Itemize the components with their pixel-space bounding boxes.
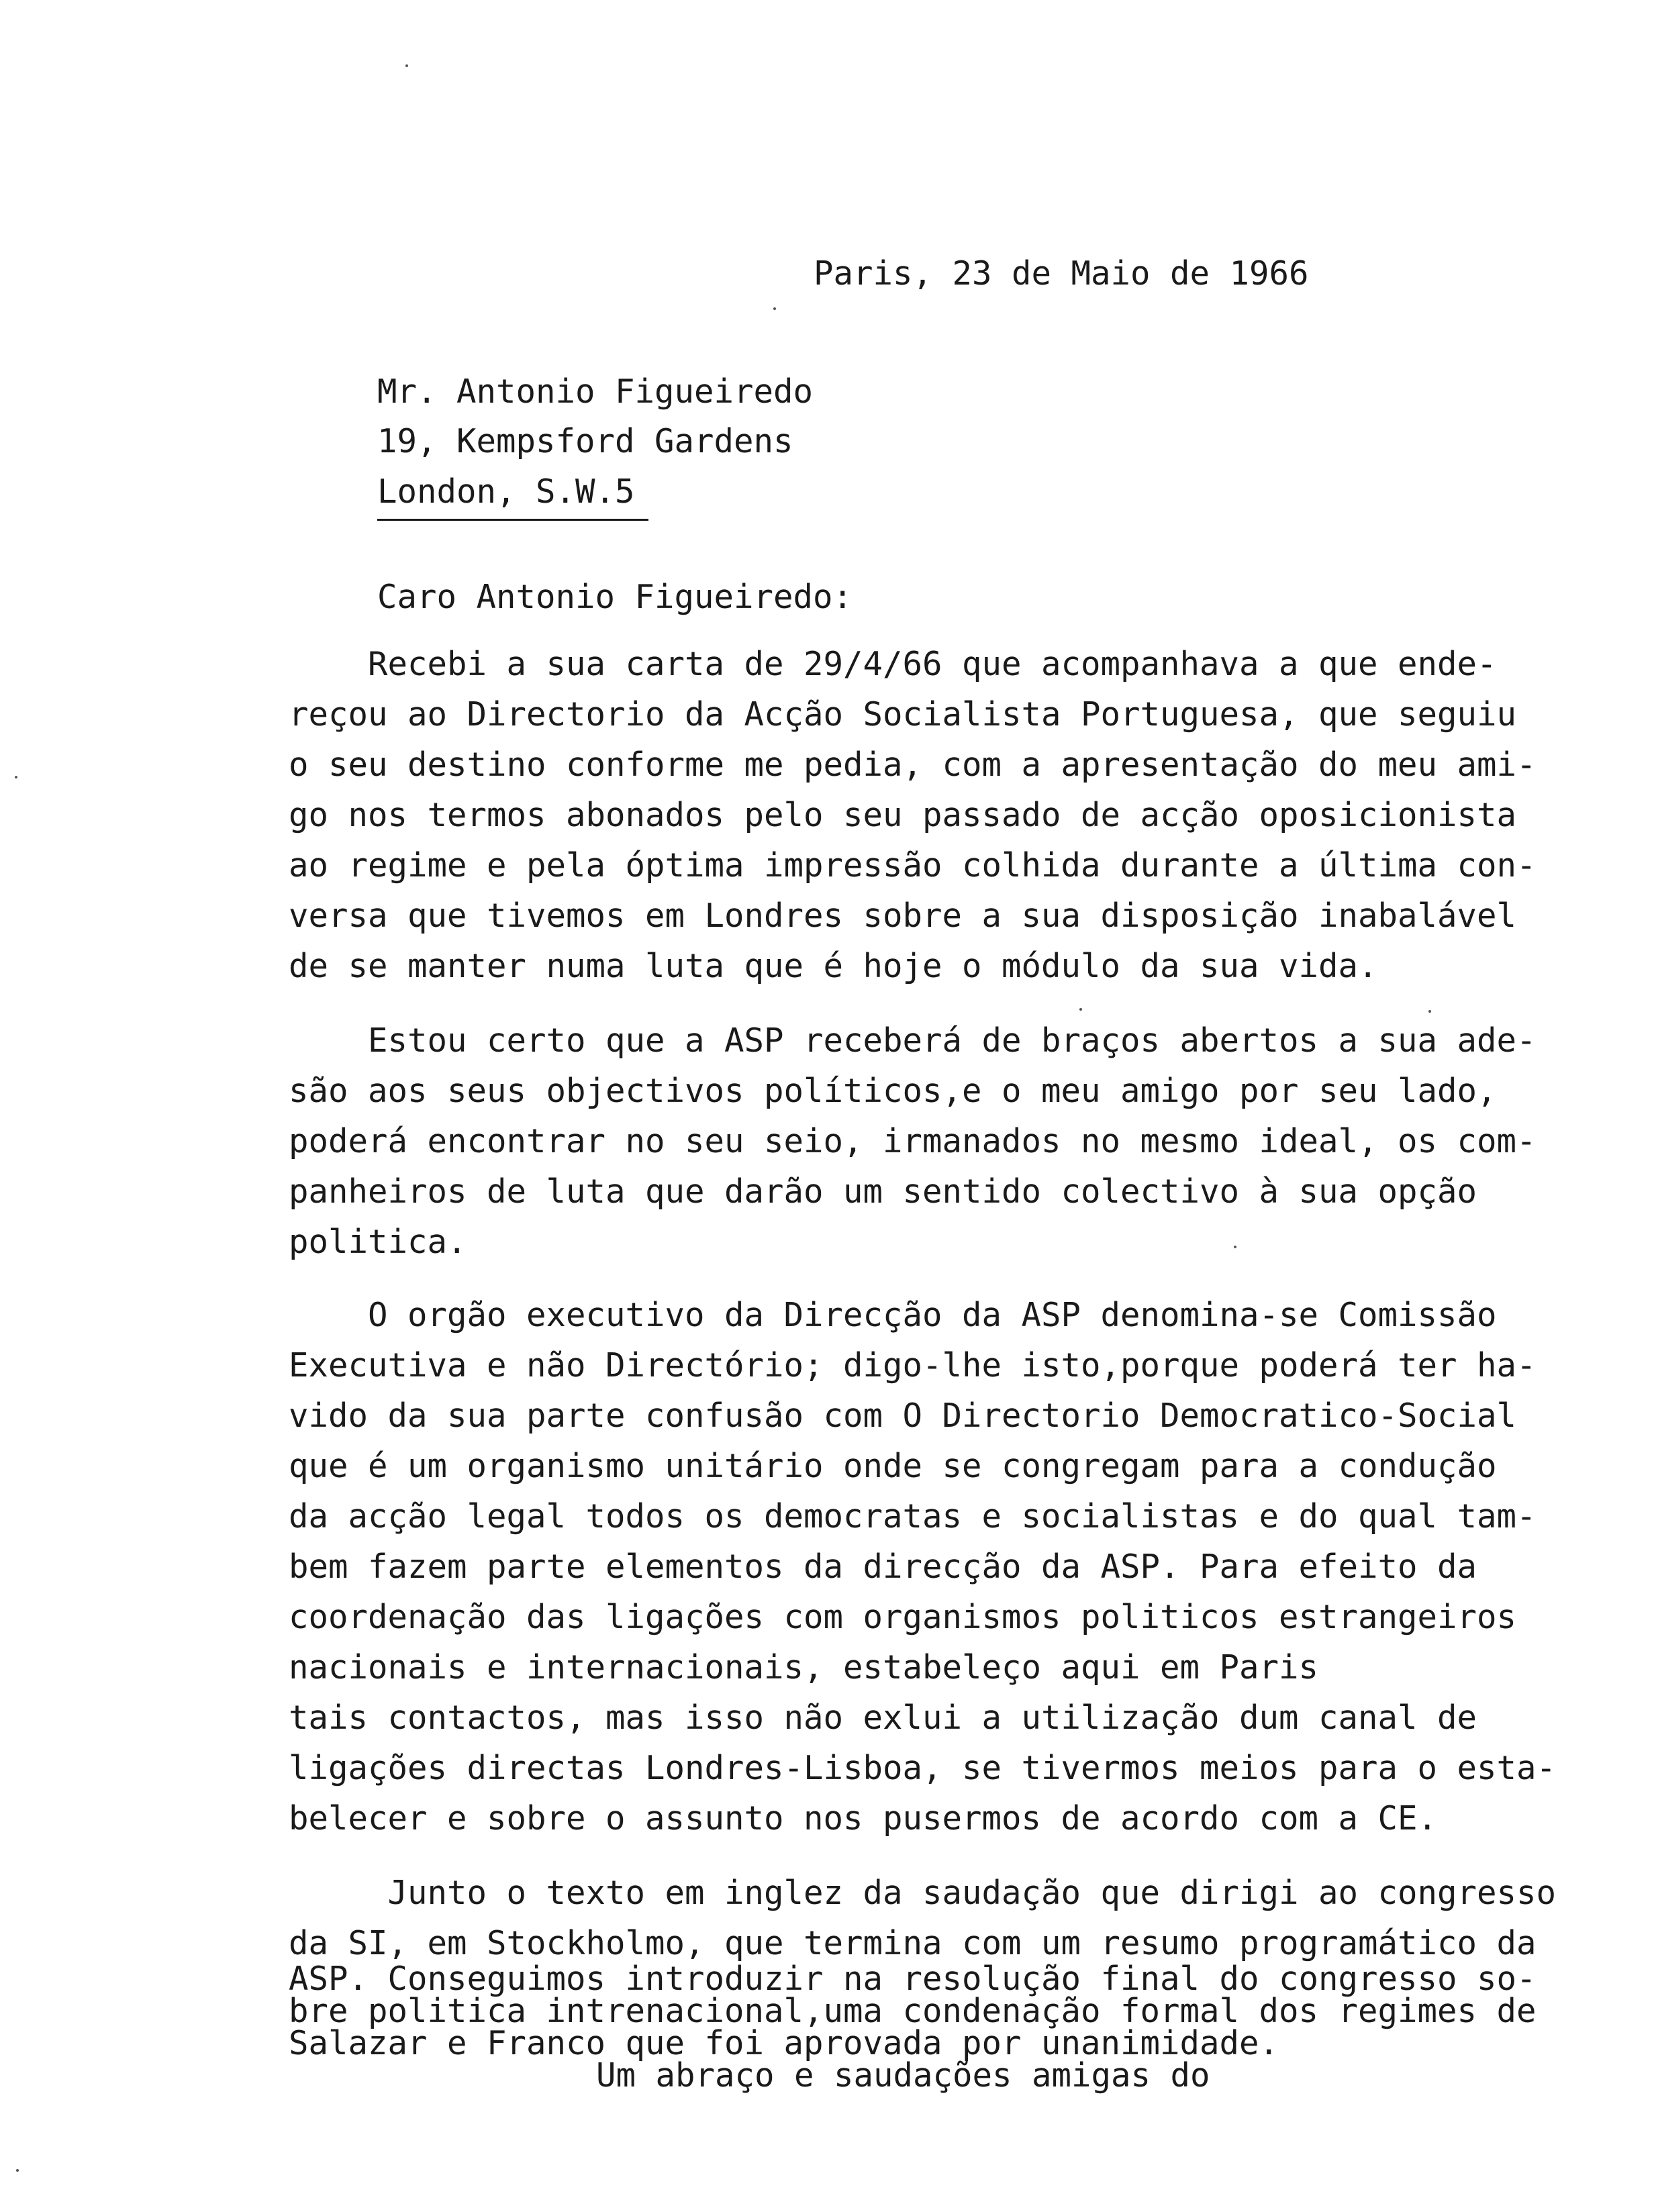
- paragraph-line: Executiva e não Directório; digo-lhe isto,porque poderá ter ha-: [289, 1346, 1537, 1385]
- recipient-street: 19, Kempsford Gardens: [377, 422, 793, 460]
- paragraph-line: tais contactos, mas isso não exlui a utilização dum canal de: [289, 1699, 1477, 1737]
- paragraph-line: o seu destino conforme me pedia, com a apresentação do meu ami-: [289, 746, 1537, 784]
- paragraph-4: [289, 1868, 1618, 1968]
- paper-speck: [15, 776, 17, 778]
- salutation: Caro Antonio Figueiredo:: [377, 578, 853, 616]
- paragraph-line: da acção legal todos os democratas e socialistas e do qual tam-: [289, 1497, 1537, 1536]
- paragraph-line: versa que tivemos em Londres sobre a sua disposição inabalável: [289, 897, 1517, 935]
- paragraph-line: politica.: [289, 1223, 467, 1261]
- address-underline: [377, 519, 648, 521]
- paper-speck: [1079, 1008, 1082, 1011]
- paragraph-line: ligações directas Londres-Lisboa, se tivermos meios para o esta-: [289, 1749, 1557, 1787]
- paragraph-1: [289, 639, 1618, 991]
- paper-speck: [773, 307, 776, 310]
- paragraph-line: bre politica intrenacional,uma condenação formal dos regimes de: [289, 1992, 1537, 2030]
- paragraph-line: belecer e sobre o assunto nos pusermos de acordo com a CE.: [289, 1799, 1438, 1838]
- paragraph-line: Salazar e Franco que foi aprovada por unanimidade.: [289, 2024, 1279, 2062]
- paragraph-line: coordenação das ligações com organismos politicos estrangeiros: [289, 1598, 1517, 1636]
- paragraph-line: Recebi a sua carta de 29/4/66 que acompanhava a que ende-: [289, 645, 1497, 683]
- paragraph-line: vido da sua parte confusão com O Directorio Democratico-Social: [289, 1397, 1517, 1435]
- paragraph-3: [289, 1290, 1618, 1844]
- recipient-name: Mr. Antonio Figueiredo: [377, 372, 814, 411]
- paper-speck: [1234, 1246, 1236, 1248]
- paragraph-line: reçou ao Directorio da Acção Socialista Portuguesa, que seguiu: [289, 695, 1517, 734]
- paper-speck: [405, 64, 408, 67]
- paragraph-line: são aos seus objectivos políticos,e o meu amigo por seu lado,: [289, 1072, 1497, 1110]
- closing-line: Um abraço e saudações amigas do: [596, 2056, 1210, 2095]
- paragraph-line: ASP. Conseguimos introduzir na resolução final do congresso so-: [289, 1960, 1537, 1998]
- paragraph-line: nacionais e internacionais, estabeleço aqui em Paris: [289, 1648, 1319, 1687]
- paragraph-line: O orgão executivo da Direcção da ASP denomina-se Comissão: [289, 1296, 1497, 1334]
- paragraph-4-continued: [289, 1960, 1618, 2062]
- paragraph-line: Estou certo que a ASP receberá de braços abertos a sua ade-: [289, 1021, 1537, 1060]
- letter-date: Paris, 23 de Maio de 1966: [814, 254, 1309, 293]
- paragraph-line: panheiros de luta que darão um sentido colectivo à sua opção: [289, 1172, 1477, 1211]
- paragraph-line: bem fazem parte elementos da direcção da ASP. Para efeito da: [289, 1548, 1477, 1586]
- paragraph-line: poderá encontrar no seu seio, irmanados no mesmo ideal, os com-: [289, 1122, 1537, 1160]
- paragraph-line: ao regime e pela óptima impressão colhida durante a última con-: [289, 846, 1537, 885]
- paragraph-line: go nos termos abonados pelo seu passado de acção oposicionista: [289, 796, 1517, 834]
- paragraph-line: de se manter numa luta que é hoje o módulo da sua vida.: [289, 947, 1378, 985]
- paragraph-line: Junto o texto em inglez da saudação que dirigi ao congresso: [289, 1874, 1557, 1912]
- paper-speck: [1428, 1010, 1431, 1013]
- recipient-city: London, S.W.5: [377, 472, 635, 511]
- paragraph-line: que é um organismo unitário onde se congregam para a condução: [289, 1447, 1497, 1485]
- paragraph-2: [289, 1015, 1618, 1267]
- paragraph-line: da SI, em Stockholmo, que termina com um resumo programático da: [289, 1924, 1537, 1962]
- paper-speck: [16, 2169, 19, 2172]
